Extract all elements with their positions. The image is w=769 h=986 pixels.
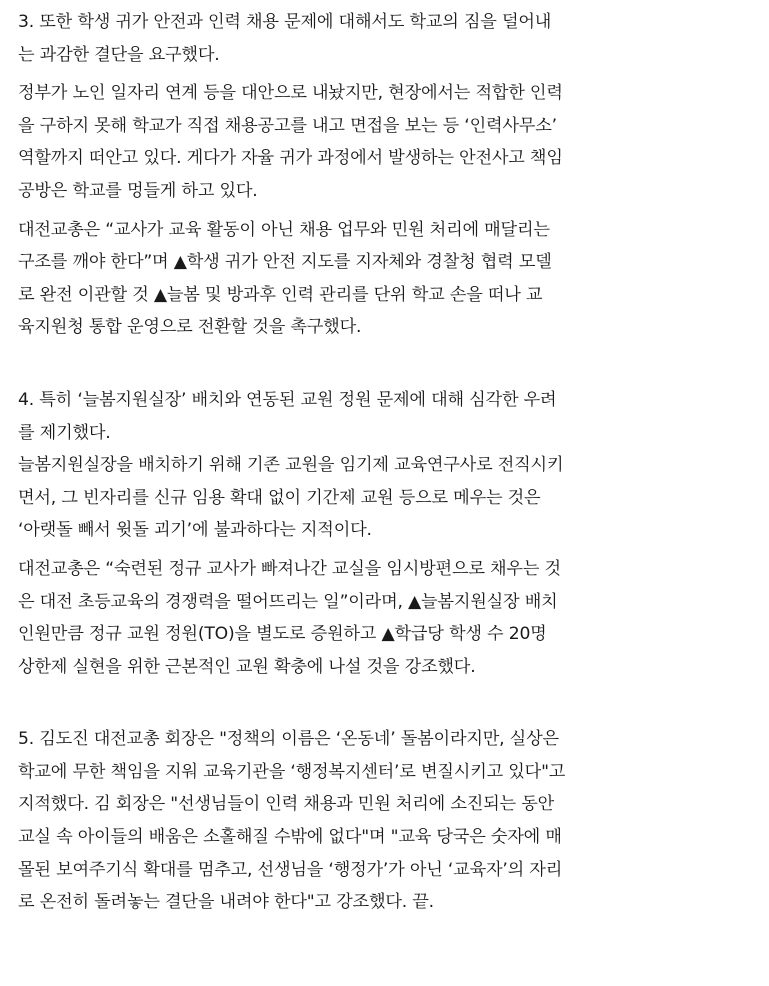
paragraph-5-1 bbox=[18, 723, 752, 919]
text-line: 교실 속 아이들의 배움은 소홀해질 수밖에 없다"며 "교육 당국은 숫자에 매 bbox=[18, 827, 562, 848]
paragraph-4-2 bbox=[18, 449, 752, 547]
text-line: 대전교총은 “교사가 교육 활동이 아닌 채용 업무와 민원 처리에 매달리는 bbox=[18, 219, 550, 240]
text-line: 로 온전히 돌려놓는 결단을 내려야 한다"고 강조했다. 끝. bbox=[18, 892, 434, 913]
text-line: 육지원청 통합 운영으로 전환할 것을 촉구했다. bbox=[18, 317, 362, 338]
paragraph-4-1 bbox=[18, 384, 752, 449]
paragraph-3-1 bbox=[18, 6, 752, 71]
paragraph-3-3 bbox=[18, 214, 752, 344]
text-line: 역할까지 떠안고 있다. 게다가 자율 귀가 과정에서 발생하는 안전사고 책임 bbox=[18, 148, 563, 169]
text-line: 을 구하지 못해 학교가 직접 채용공고를 내고 면접을 보는 등 ‘인력사무소’ bbox=[18, 115, 557, 136]
paragraph-3-2 bbox=[18, 77, 752, 207]
text-line: 정부가 노인 일자리 연계 등을 대안으로 내놨지만, 현장에서는 적합한 인력 bbox=[18, 83, 563, 104]
document-body bbox=[18, 6, 752, 919]
text-line: 상한제 실현을 위한 근본적인 교원 확충에 나설 것을 강조했다. bbox=[18, 656, 476, 677]
text-line: 공방은 학교를 멍들게 하고 있다. bbox=[18, 180, 258, 201]
text-line: 4. 특히 ‘늘봄지원실장’ 배치와 연동된 교원 정원 문제에 대해 심각한 우려 bbox=[18, 389, 557, 410]
text-line: 몰된 보여주기식 확대를 멈추고, 선생님을 ‘행정가’가 아닌 ‘교육자’의 자리 bbox=[18, 859, 563, 880]
text-line: 늘봄지원실장을 배치하기 위해 기존 교원을 임기제 교육연구사로 전직시키 bbox=[18, 455, 564, 476]
text-line: 는 과감한 결단을 요구했다. bbox=[18, 44, 220, 65]
text-line: 지적했다. 김 회장은 "선생님들이 인력 채용과 민원 처리에 소진되는 동안 bbox=[18, 794, 555, 815]
section-3 bbox=[18, 6, 752, 344]
text-line: 인원만큼 정규 교원 정원(TO)을 별도로 증원하고 ▲학급당 학생 수 20명 bbox=[18, 624, 547, 645]
text-line: 구조를 깨야 한다”며 ▲학생 귀가 안전 지도를 지자체와 경찰청 협력 모델 bbox=[18, 252, 552, 273]
text-line: ‘아랫돌 빼서 윗돌 괴기’에 불과하다는 지적이다. bbox=[18, 520, 372, 541]
text-line: 3. 또한 학생 귀가 안전과 인력 채용 문제에 대해서도 학교의 짐을 덜어내 bbox=[18, 12, 552, 32]
text-line: 를 제기했다. bbox=[18, 422, 111, 443]
text-line: 학교에 무한 책임을 지워 교육기관을 ‘행정복지센터’로 변질시키고 있다"고 bbox=[18, 761, 566, 782]
text-line: 면서, 그 빈자리를 신규 임용 확대 없이 기간제 교원 등으로 메우는 것은 bbox=[18, 487, 541, 508]
text-line: 5. 김도진 대전교총 회장은 "정책의 이름은 ‘온동네’ 돌봄이라지만, 실상은 bbox=[18, 729, 559, 750]
text-line: 로 완전 이관할 것 ▲늘봄 및 방과후 인력 관리를 단위 학교 손을 떠나 교 bbox=[18, 284, 543, 305]
section-4 bbox=[18, 384, 752, 683]
text-line: 대전교총은 “숙련된 정규 교사가 빠져나간 교실을 임시방편으로 채우는 것 bbox=[18, 558, 561, 579]
text-line: 은 대전 초등교육의 경쟁력을 떨어뜨리는 일”이라며, ▲늘봄지원실장 배치 bbox=[18, 591, 558, 612]
paragraph-4-3 bbox=[18, 553, 752, 683]
section-5 bbox=[18, 723, 752, 919]
